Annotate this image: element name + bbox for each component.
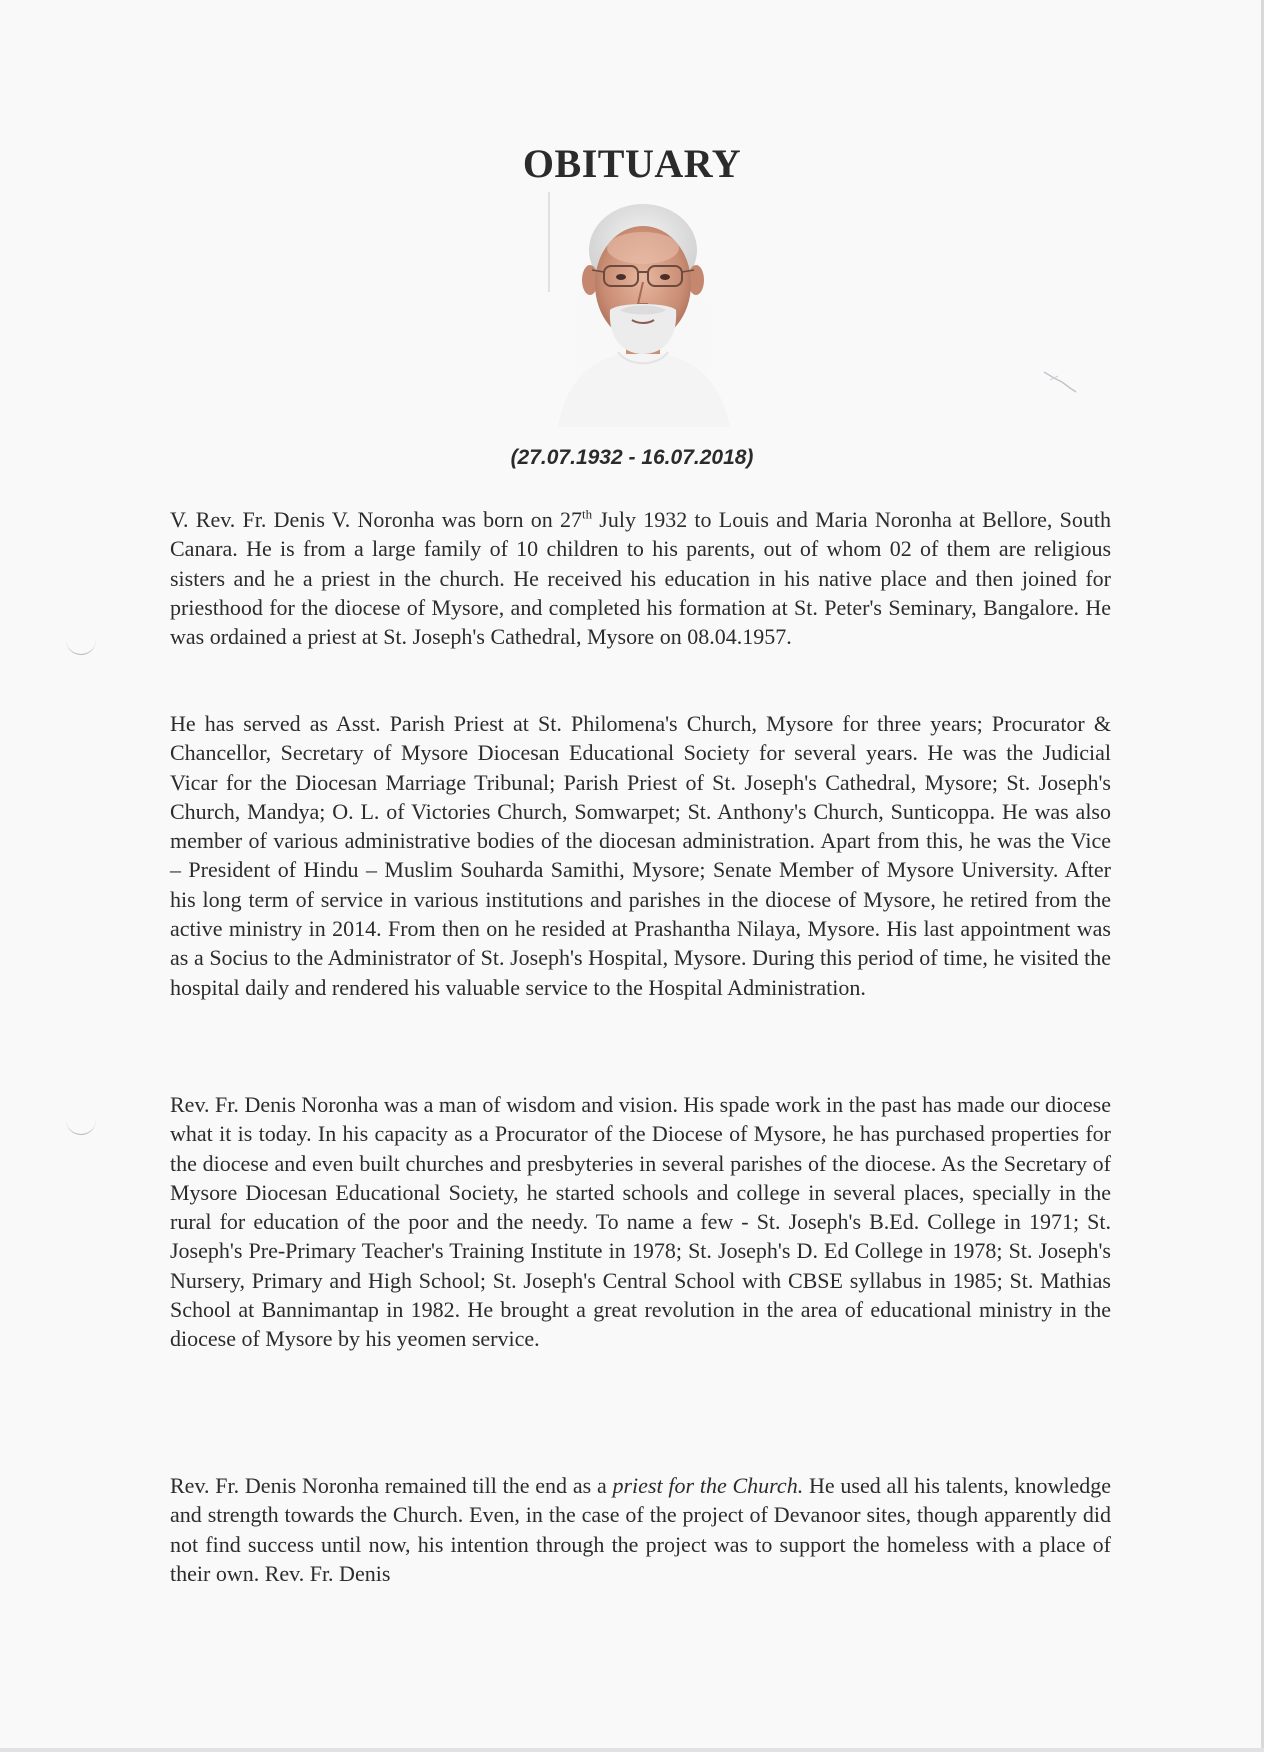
scan-speck xyxy=(1040,368,1080,398)
paragraph-text: V. Rev. Fr. Denis V. Noronha was born on 27 xyxy=(170,507,582,532)
emphasis-text: priest for the Church. xyxy=(612,1473,804,1498)
page-title: OBITUARY xyxy=(522,141,742,186)
paragraph-text: July 1932 to Louis and Maria Noronha at Bellore, South Canara. He is from a large family of 10 children to his parents, out of whom 02 of them are religious sisters and he a priest in the church. He received his education in his native place and then joined for priesthood for the diocese of Mysore, and completed his formation at St. Peter's Seminary, Bangalore. He was ordained a priest at St. Joseph's Cathedral, Mysore on 08.04.1957. xyxy=(170,507,1111,650)
punch-hole-mark xyxy=(66,640,96,655)
paragraph-birth xyxy=(170,505,1111,651)
punch-hole-mark xyxy=(66,1120,96,1135)
paragraph-text: Rev. Fr. Denis Noronha remained till the end as a xyxy=(170,1473,613,1498)
ordinal-suffix: th xyxy=(581,506,593,522)
life-dates: (27.07.1932 - 16.07.2018) xyxy=(510,446,754,469)
paragraph-text: He has served as Asst. Parish Priest at St. Philomena's Church, Mysore for three years; Procurator & Chancellor, Secretary of Mysore Diocesan Educational Society for several years. He was the Judicial Vicar for the Diocesan Marriage Tribunal; Parish Priest of St. Joseph's Cathedral, Mysore; St. Joseph's Church, Mandya; O. L. of Victories Church, Somwarpet; St. Anthony's Church, Sunticoppa. He was also member of various administrative bodies of the diocesan administration. Apart from this, he was the Vice – President of Hindu – Muslim Souharda Samithi, Mysore; Senate Member of Mysore University. After his long term of service in various institutions and parishes in the diocese of Mysore, he retired from the active ministry in 2014. From then on he resided at Prashantha Nilaya, Mysore. His last appointment was as a Socius to the Administrator of St. Joseph's Hospital, Mysore. During this period of time, he visited the hospital daily and rendered his valuable service to the Hospital Administration. xyxy=(170,711,1111,1000)
portrait-photo xyxy=(548,192,738,427)
paragraph-vision xyxy=(170,1090,1111,1354)
paragraph-service xyxy=(170,709,1111,1002)
paragraph-text: Rev. Fr. Denis Noronha was a man of wisdom and vision. His spade work in the past has made our diocese what it is today. In his capacity as a Procurator of the Diocese of Mysore, he has purchased properties for the diocese and even built churches and presbyteries in several parishes of the diocese. As the Secretary of Mysore Diocesan Educational Society, he started schools and college in several places, specially in the rural for education of the poor and the needy. To name a few - St. Joseph's B.Ed. College in 1971; St. Joseph's Pre-Primary Teacher's Training Institute in 1978; St. Joseph's D. Ed College in 1978; St. Joseph's Nursery, Primary and High School; St. Joseph's Central School with CBSE syllabus in 1985; St. Mathias School at Bannimantap in 1982. He brought a great revolution in the area of educational ministry in the diocese of Mysore by his yeomen service. xyxy=(170,1092,1111,1352)
paragraph-legacy xyxy=(170,1471,1111,1588)
paragraph-text: He used all his talents, knowledge and strength towards the Church. Even, in the case of the project of Devanoor sites, though apparently did not find success until now, his intention through the project was to support the homeless with a place of their own. Rev. Fr. Denis xyxy=(170,1473,1111,1586)
page-bottom-edge xyxy=(0,1748,1264,1752)
